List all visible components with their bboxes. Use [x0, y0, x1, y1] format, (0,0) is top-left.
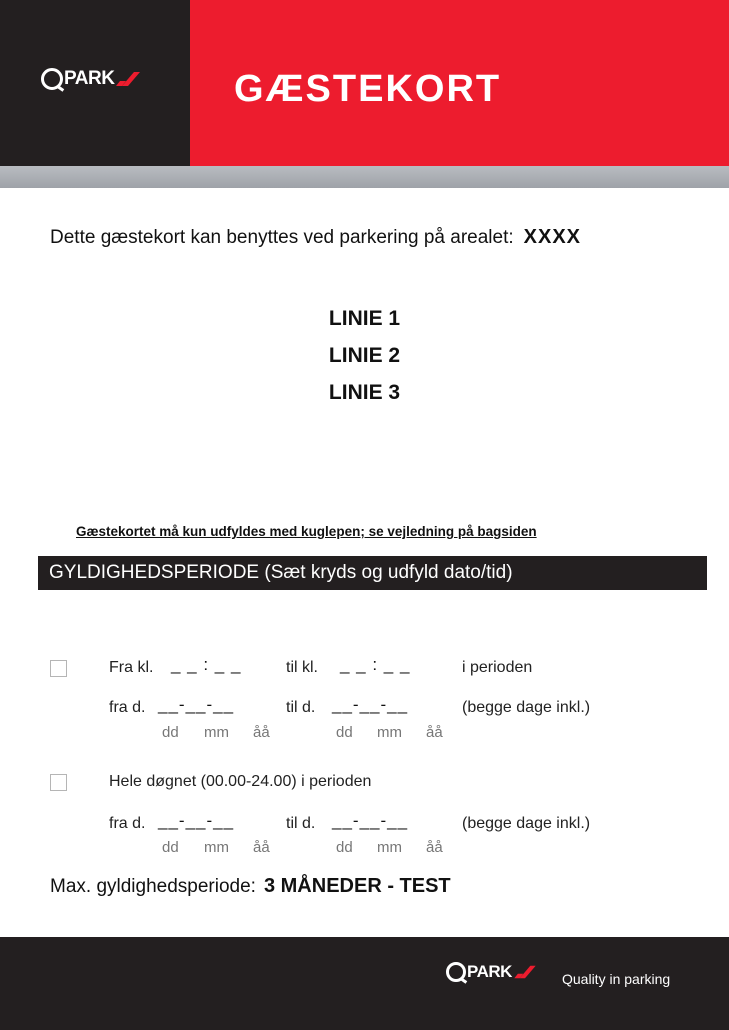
yy-hint: åå: [426, 839, 443, 856]
whole-day-checkbox[interactable]: [50, 774, 67, 791]
max-period-value: 3 MÅNEDER - TEST: [263, 875, 451, 897]
max-period-label: Max. gyldighedsperiode:: [50, 876, 256, 897]
in-period-label: i perioden: [462, 659, 533, 676]
line-3: LINIE 3: [328, 381, 401, 404]
max-period: [50, 875, 451, 898]
mm-hint: mm: [377, 724, 402, 741]
yy-hint: åå: [253, 839, 270, 856]
dd-hint: dd: [336, 839, 353, 856]
from-time-label: Fra kl.: [109, 659, 154, 676]
intro-line: [50, 226, 581, 249]
footer-qpark-logo: [446, 962, 536, 982]
to-time-field[interactable]: _ _ : _ _: [340, 655, 411, 674]
dd-hint: dd: [162, 839, 179, 856]
area-code: XXXX: [523, 226, 582, 248]
from-date-label: fra d.: [109, 699, 146, 716]
both-days-note: (begge dage inkl.): [462, 815, 591, 832]
to-date-field[interactable]: __-__-__: [332, 695, 409, 714]
from-date-field[interactable]: __-__-__: [158, 811, 235, 830]
whole-day-label: Hele døgnet (00.00-24.00) i perioden: [109, 773, 372, 790]
ballpoint-notice: Gæstekortet må kun udfyldes med kuglepen; se vejledning på bagsiden: [76, 524, 537, 539]
logo-q-icon: [41, 68, 63, 90]
yy-hint: åå: [426, 724, 443, 741]
qpark-logo: [41, 68, 140, 90]
to-date-label: til d.: [286, 699, 316, 716]
address-lines: [0, 300, 729, 411]
dd-hint: dd: [336, 724, 353, 741]
both-days-note: (begge dage inkl.): [462, 699, 591, 716]
yy-hint: åå: [253, 724, 270, 741]
from-date-field[interactable]: __-__-__: [158, 695, 235, 714]
dd-hint: dd: [162, 724, 179, 741]
to-time-label: til kl.: [286, 659, 318, 676]
logo-slash-icon: [116, 70, 140, 88]
logo-text: PARK: [64, 68, 115, 89]
page-title: GÆSTEKORT: [234, 68, 502, 110]
from-time-field[interactable]: _ _ : _ _: [171, 655, 242, 674]
footer-tagline: Quality in parking: [562, 971, 671, 987]
footer-logo-text: PARK: [467, 962, 512, 981]
time-range-checkbox[interactable]: [50, 660, 67, 677]
mm-hint: mm: [377, 839, 402, 856]
header-stripe: [0, 166, 729, 188]
to-date-label: til d.: [286, 815, 316, 832]
mm-hint: mm: [204, 724, 229, 741]
validity-period-bar: GYLDIGHEDSPERIODE (Sæt kryds og udfyld dato/tid): [38, 556, 707, 590]
intro-text: Dette gæstekort kan benyttes ved parkering på arealet:: [50, 227, 514, 248]
mm-hint: mm: [204, 839, 229, 856]
line-1: LINIE 1: [328, 307, 401, 330]
from-date-label: fra d.: [109, 815, 146, 832]
line-2: LINIE 2: [328, 344, 401, 367]
to-date-field[interactable]: __-__-__: [332, 811, 409, 830]
logo-q-icon: [446, 962, 466, 982]
logo-slash-icon: [514, 964, 536, 980]
